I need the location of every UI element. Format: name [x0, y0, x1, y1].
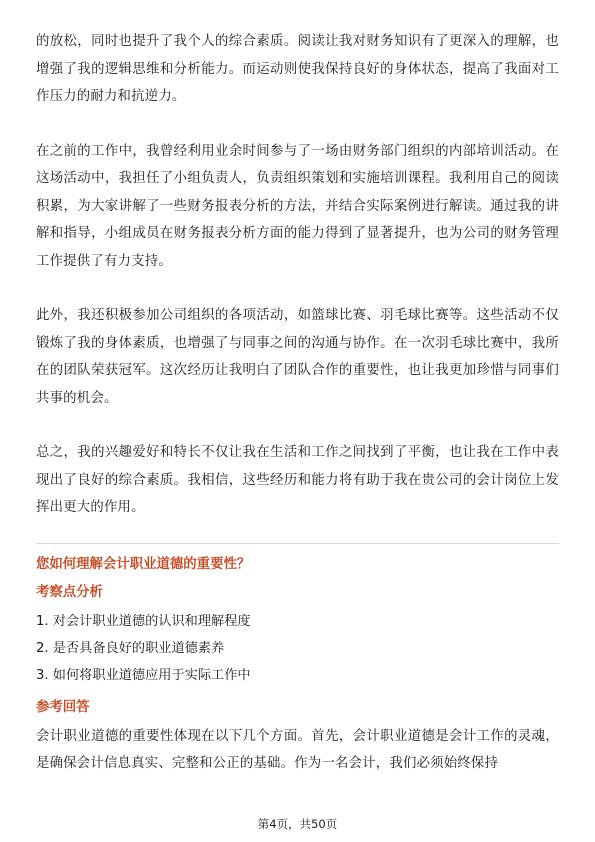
paragraph-2: 在之前的工作中，我曾经利用业余时间参与了一场由财务部门组织的内部培训活动。在这场活动中，我担任了小组负责人，负责组织策划和实施培训课程。我利用自己的阅读积累，为大家讲解了一些财务报表分析的方法，并结合实际案例进行解读。通过我的讲解和指导，小组成员在财务报表分析方面的能力得到了显著提升，也为公司的财务管理工作提供了有力支持。: [36, 143, 559, 269]
list-item: 1. 对会计职业道德的认识和理解程度: [36, 613, 251, 629]
question-heading: 您如何理解会计职业道德的重要性？: [36, 556, 251, 572]
paragraph-3: 此外，我还积极参加公司组织的各项活动，如篮球比赛、羽毛球比赛等。这些活动不仅锻炼了我的身体素质，也增强了与同事之间的沟通与协作。在一次羽毛球比赛中，我所在的团队荣获冠军。这次经历让我明白了团队合作的重要性，也让我更加珍惜与同事们共事的机会。: [36, 308, 559, 406]
reference-heading: 参考回答: [36, 699, 90, 715]
reference-answer: 会计职业道德的重要性体现在以下几个方面。首先，会计职业道德是会计工作的灵魂，是确保会计信息真实、完整和公正的基础。作为一名会计，我们必须始终保持: [36, 728, 559, 771]
paragraph-4: 总之，我的兴趣爱好和特长不仅让我在生活和工作之间找到了平衡，也让我在工作中表现出了良好的综合素质。我相信，这些经历和能力将有助于我在贵公司的会计岗位上发挥出更大的作用。: [36, 445, 559, 515]
section-divider: [36, 543, 559, 544]
list-item: 3. 如何将职业道德应用于实际工作中: [36, 667, 251, 683]
page-footer: 第4页，共50页: [257, 817, 338, 831]
analysis-list: [36, 608, 559, 689]
paragraph-1: 的放松，同时也提升了我个人的综合素质。阅读让我对财务知识有了更深入的理解，也增强了我的逻辑思维和分析能力。而运动则使我保持良好的身体状态，提高了我面对工作压力的耐力和抗逆力。: [36, 34, 559, 104]
document-page: [36, 28, 559, 778]
list-item: 2. 是否具备良好的职业道德素养: [36, 640, 225, 656]
analysis-heading: 考察点分析: [36, 584, 103, 600]
